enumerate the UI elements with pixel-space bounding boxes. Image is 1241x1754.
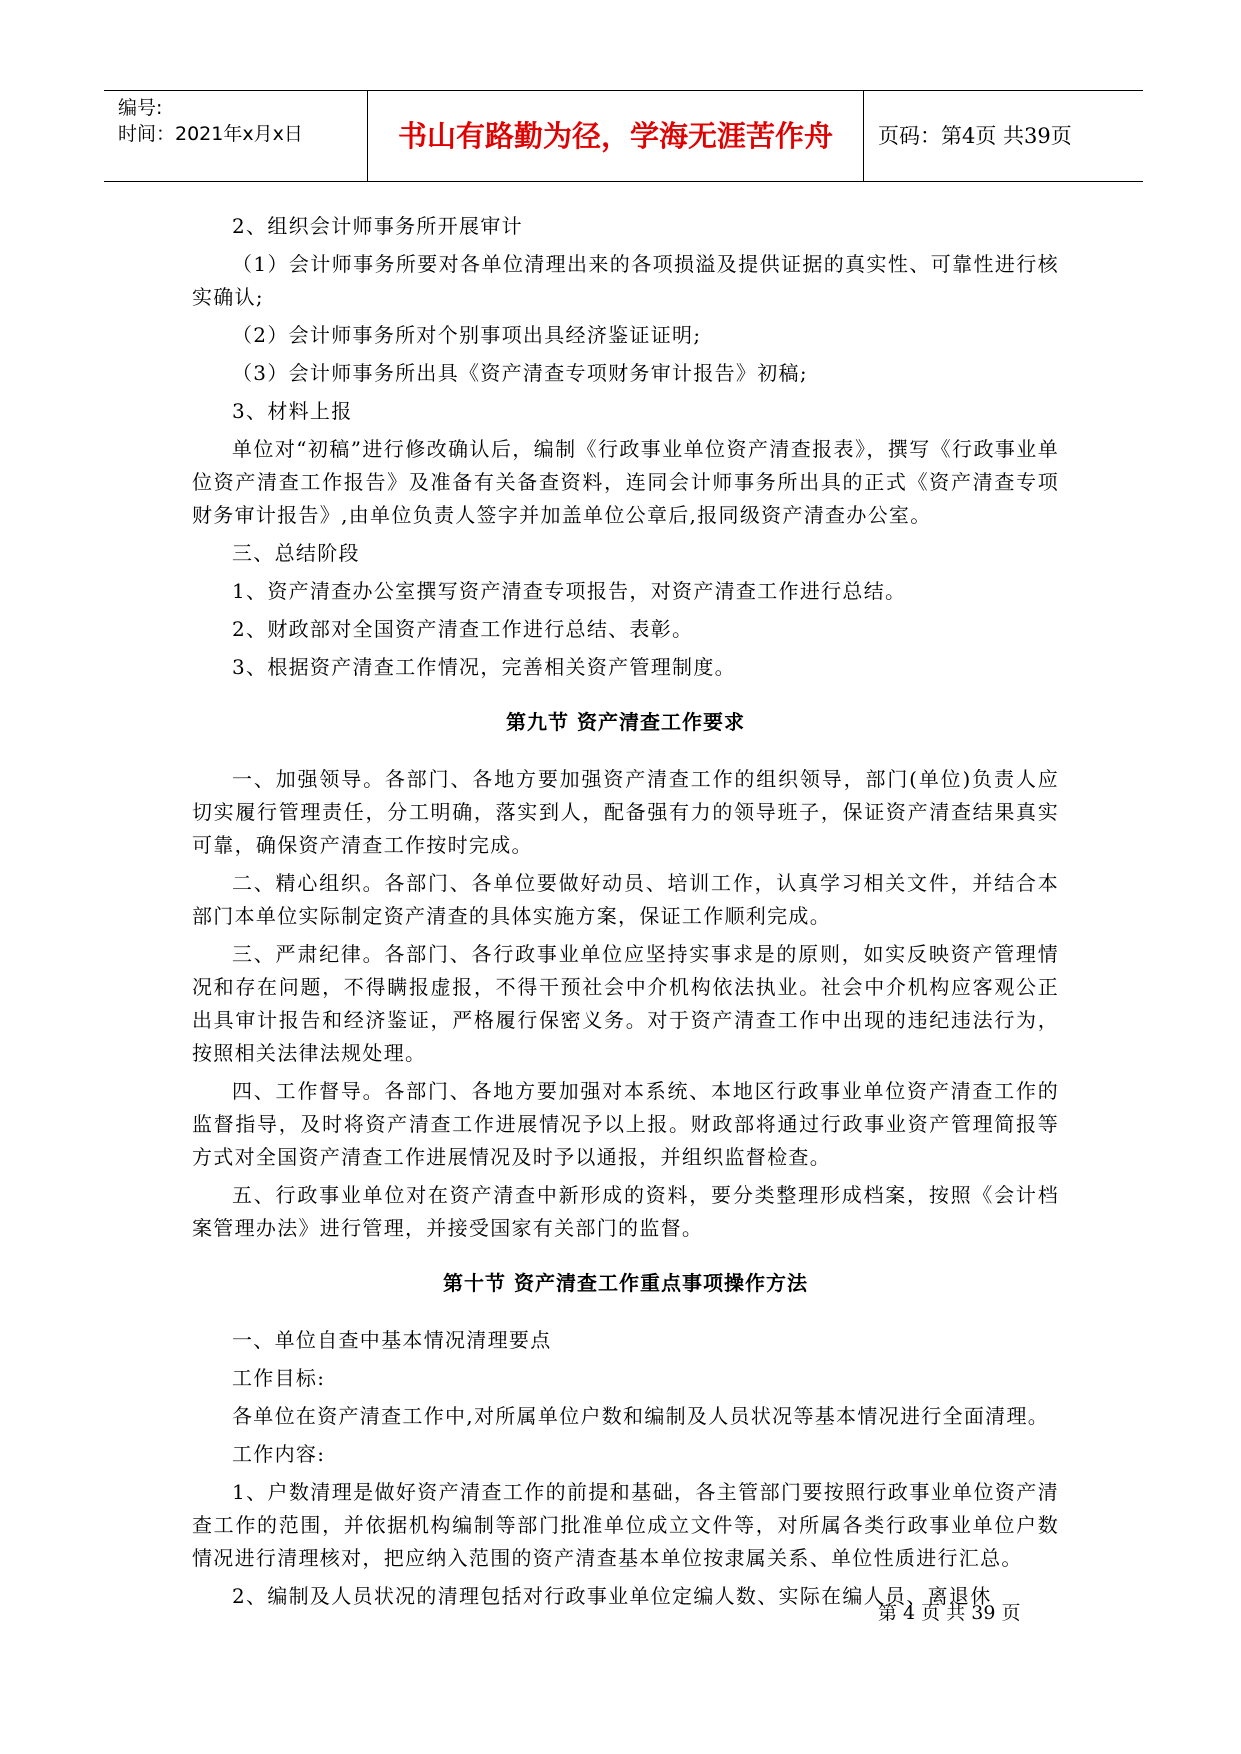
paragraph: 1、资产清查办公室撰写资产清查专项报告，对资产清查工作进行总结。 xyxy=(232,579,907,603)
document-time-label: 时间：2021年x月x日 xyxy=(118,123,303,145)
section-heading-9: 第九节 资产清查工作要求 xyxy=(506,710,745,734)
paragraph: 3、材料上报 xyxy=(232,399,353,423)
paragraph: 四、工作督导。各部门、各地方要加强对本系统、本地区行政事业单位资产清查工作的监督指导，及时将资产清查工作进展情况予以上报。财政部将通过行政事业资产管理简报等方式对全国资产清查工作进展情况及时予以通报，并组织监督检查。 xyxy=(192,1079,1059,1169)
header-page-info: 页码：第4页 共39页 xyxy=(878,124,1072,148)
paragraph: 各单位在资产清查工作中,对所属单位户数和编制及人员状况等基本情况进行全面清理。 xyxy=(232,1404,1050,1428)
paragraph: 3、根据资产清查工作情况，完善相关资产管理制度。 xyxy=(232,655,736,679)
paragraph: 一、单位自查中基本情况清理要点 xyxy=(232,1328,552,1352)
paragraph: 2、组织会计师事务所开展审计 xyxy=(232,214,523,238)
document-body xyxy=(192,210,1059,1613)
section-heading-10: 第十节 资产清查工作重点事项操作方法 xyxy=(443,1271,808,1295)
paragraph: 二、精心组织。各部门、各单位要做好动员、培训工作，认真学习相关文件，并结合本部门本单位实际制定资产清查的具体实施方案，保证工作顺利完成。 xyxy=(192,871,1059,928)
paragraph: 2、编制及人员状况的清理包括对行政事业单位定编人数、实际在编人员、离退休 xyxy=(232,1584,992,1608)
header-motto: 书山有路勤为径，学海无涯苦作舟 xyxy=(368,91,864,181)
paragraph: （2）会计师事务所对个别事项出具经济鉴证证明; xyxy=(232,323,702,347)
page-header xyxy=(104,90,1143,182)
page-footer: 第 4 页 共 39 页 xyxy=(878,1602,1021,1624)
paragraph: 1、户数清理是做好资产清查工作的前提和基础，各主管部门要按照行政事业单位资产清查工作的范围，并依据机构编制等部门批准单位成立文件等，对所属各类行政事业单位户数情况进行清理核对，把应纳入范围的资产清查基本单位按隶属关系、单位性质进行汇总。 xyxy=(192,1480,1059,1570)
paragraph: 三、总结阶段 xyxy=(232,541,360,565)
paragraph: 工作内容: xyxy=(232,1442,326,1466)
paragraph: 单位对“初稿”进行修改确认后，编制《行政事业单位资产清查报表》，撰写《行政事业单位资产清查工作报告》及准备有关备查资料，连同会计师事务所出具的正式《资产清查专项财务审计报告》,由单位负责人签字并加盖单位公章后,报同级资产清查办公室。 xyxy=(192,437,1059,527)
paragraph: （1）会计师事务所要对各单位清理出来的各项损溢及提供证据的真实性、可靠性进行核实确认; xyxy=(192,252,1059,309)
paragraph: 一、加强领导。各部门、各地方要加强资产清查工作的组织领导，部门(单位)负责人应切实履行管理责任，分工明确，落实到人，配备强有力的领导班子，保证资产清查结果真实可靠，确保资产清查工作按时完成。 xyxy=(192,767,1059,857)
paragraph: 工作目标: xyxy=(232,1366,326,1390)
paragraph: 五、行政事业单位对在资产清查中新形成的资料，要分类整理形成档案，按照《会计档案管理办法》进行管理，并接受国家有关部门的监督。 xyxy=(192,1183,1059,1240)
header-left-cell xyxy=(104,91,368,181)
document-number-label: 编号: xyxy=(118,97,163,119)
paragraph: （3）会计师事务所出具《资产清查专项财务审计报告》初稿; xyxy=(232,361,808,385)
paragraph: 2、财政部对全国资产清查工作进行总结、表彰。 xyxy=(232,617,694,641)
paragraph: 三、严肃纪律。各部门、各行政事业单位应坚持实事求是的原则，如实反映资产管理情况和存在问题，不得瞒报虚报，不得干预社会中介机构依法执业。社会中介机构应客观公正出具审计报告和经济鉴证，严格履行保密义务。对于资产清查工作中出现的违纪违法行为，按照相关法律法规处理。 xyxy=(192,942,1059,1065)
